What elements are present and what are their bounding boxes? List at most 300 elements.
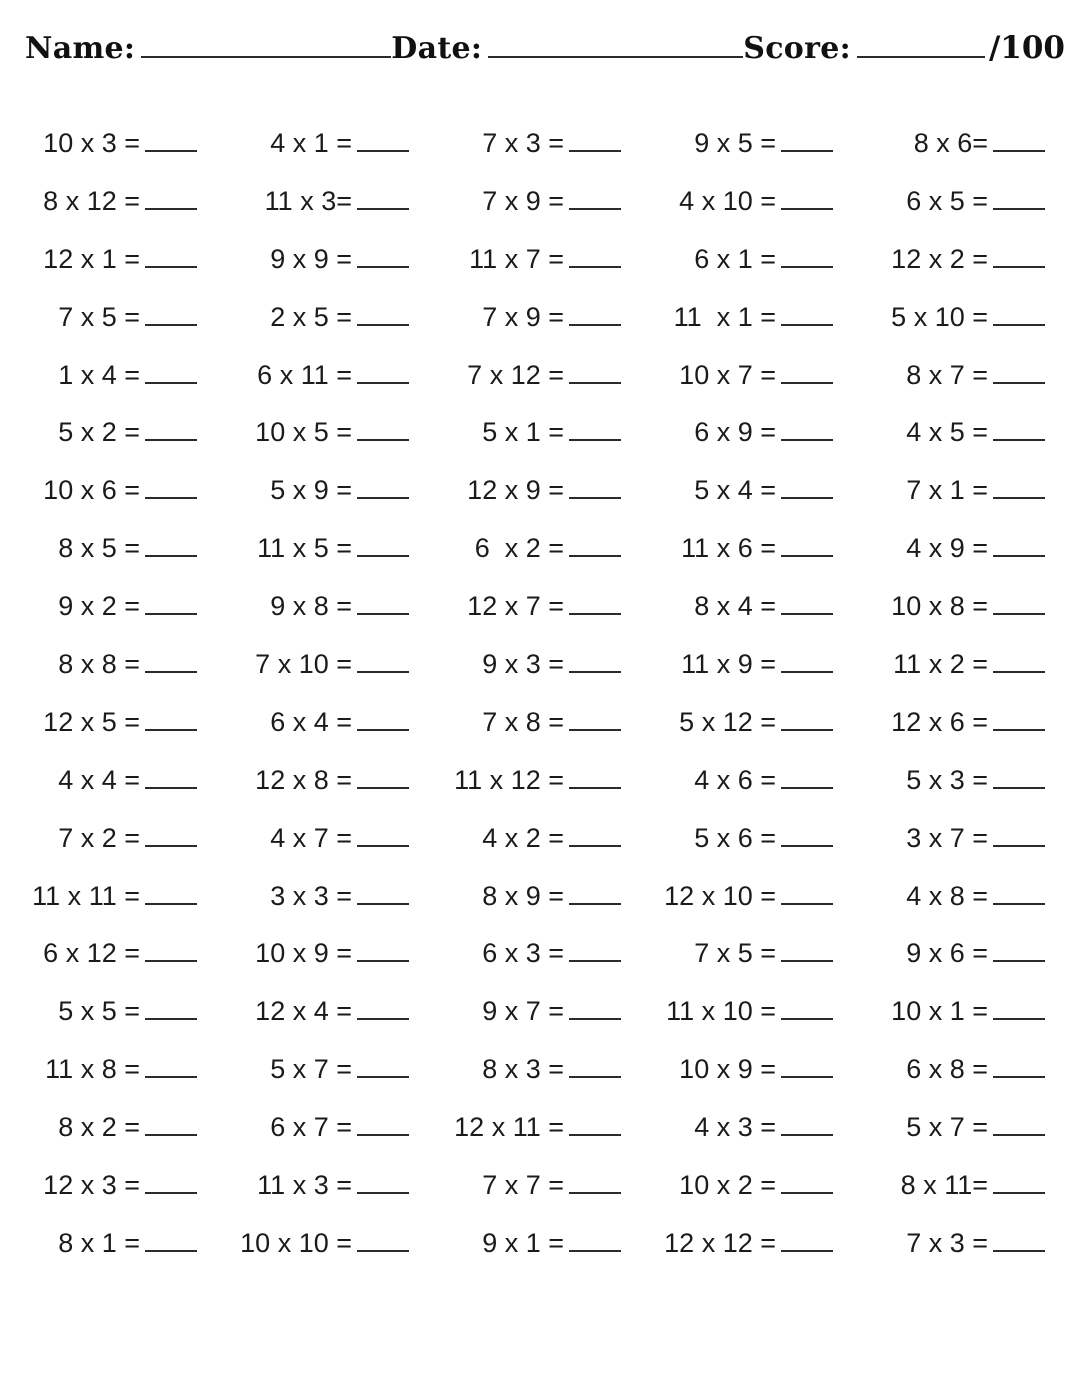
problem-cell <box>646 753 858 811</box>
problem-text: 6 x 4 = <box>270 706 352 737</box>
answer-blank[interactable] <box>781 433 833 441</box>
problem-cell <box>434 116 646 174</box>
answer-blank[interactable] <box>993 318 1045 326</box>
problem-cell <box>434 1216 646 1274</box>
answer-blank[interactable] <box>781 781 833 789</box>
problem-cell <box>434 1042 646 1100</box>
problem-text: 6 x 9 = <box>694 417 776 448</box>
answer-blank[interactable] <box>357 318 409 326</box>
answer-blank[interactable] <box>569 376 621 384</box>
problem-cell <box>222 405 434 463</box>
problem-cell <box>646 695 858 753</box>
problem-text: 5 x 9 = <box>270 475 352 506</box>
problem-text: 7 x 10 = <box>255 649 352 680</box>
problem-cell <box>858 637 1070 695</box>
problem-cell <box>222 290 434 348</box>
answer-blank[interactable] <box>357 1070 409 1078</box>
problem-cell <box>858 753 1070 811</box>
answer-blank[interactable] <box>145 491 197 499</box>
problem-text: 11 x 1 = <box>673 301 776 332</box>
answer-blank[interactable] <box>993 607 1045 615</box>
name-blank[interactable] <box>141 48 391 58</box>
date-field-group <box>391 31 743 66</box>
answer-blank[interactable] <box>145 1186 197 1194</box>
answer-blank[interactable] <box>357 954 409 962</box>
problem-cell <box>646 463 858 521</box>
answer-blank[interactable] <box>357 202 409 210</box>
answer-blank[interactable] <box>145 1070 197 1078</box>
problem-cell <box>434 811 646 869</box>
problem-text: 8 x 6= <box>913 128 988 158</box>
answer-blank[interactable] <box>993 954 1045 962</box>
problem-text: 7 x 7 = <box>482 1170 564 1201</box>
problem-text: 7 x 9 = <box>482 301 564 332</box>
answer-blank[interactable] <box>993 1244 1045 1252</box>
name-label: Name: <box>25 31 136 66</box>
answer-blank[interactable] <box>781 491 833 499</box>
date-blank[interactable] <box>488 48 743 58</box>
problem-text: 8 x 1 = <box>58 1227 140 1258</box>
answer-blank[interactable] <box>145 376 197 384</box>
problem-text: 9 x 2 = <box>58 591 140 622</box>
answer-blank[interactable] <box>781 723 833 731</box>
problem-text: 4 x 5 = <box>906 417 988 448</box>
answer-blank[interactable] <box>145 723 197 731</box>
answer-blank[interactable] <box>569 954 621 962</box>
problem-text: 4 x 6 = <box>694 764 776 795</box>
answer-blank[interactable] <box>781 839 833 847</box>
problem-text: 6 x 2 = <box>474 533 564 564</box>
problem-cell <box>222 984 434 1042</box>
problem-text: 4 x 7 = <box>270 822 352 853</box>
answer-blank[interactable] <box>781 607 833 615</box>
problem-text: 8 x 11= <box>900 1170 988 1201</box>
answer-blank[interactable] <box>569 144 621 152</box>
problem-cell <box>222 463 434 521</box>
problem-cell <box>10 869 222 927</box>
answer-blank[interactable] <box>145 202 197 210</box>
problem-cell <box>858 579 1070 637</box>
problem-cell <box>10 174 222 232</box>
problem-cell <box>222 637 434 695</box>
answer-blank[interactable] <box>993 260 1045 268</box>
answer-blank[interactable] <box>569 897 621 905</box>
problem-cell <box>646 926 858 984</box>
answer-blank[interactable] <box>781 202 833 210</box>
answer-blank[interactable] <box>781 897 833 905</box>
problem-cell <box>434 869 646 927</box>
problem-cell <box>10 463 222 521</box>
problem-cell <box>646 1158 858 1216</box>
problem-text: 5 x 2 = <box>58 417 140 448</box>
problem-cell <box>858 1158 1070 1216</box>
problem-text: 8 x 8 = <box>58 649 140 680</box>
answer-blank[interactable] <box>781 144 833 152</box>
answer-blank[interactable] <box>781 1012 833 1020</box>
problem-cell <box>10 290 222 348</box>
answer-blank[interactable] <box>993 144 1045 152</box>
problem-cell <box>858 1100 1070 1158</box>
answer-blank[interactable] <box>993 781 1045 789</box>
problem-cell <box>222 811 434 869</box>
problem-text: 5 x 3 = <box>906 764 988 795</box>
problem-cell <box>10 1216 222 1274</box>
problem-text: 11 x 7 = <box>469 243 564 274</box>
problem-cell <box>222 579 434 637</box>
answer-blank[interactable] <box>993 839 1045 847</box>
problem-cell <box>10 232 222 290</box>
problem-text: 6 x 1 = <box>694 243 776 274</box>
problem-text: 12 x 5 = <box>43 706 140 737</box>
problem-cell <box>434 1100 646 1158</box>
problem-text: 4 x 9 = <box>906 533 988 564</box>
problem-text: 10 x 9 = <box>255 938 352 969</box>
problem-cell <box>222 174 434 232</box>
problem-text: 12 x 3 = <box>43 1170 140 1201</box>
problem-cell <box>10 984 222 1042</box>
problem-cell <box>646 232 858 290</box>
problem-cell <box>222 926 434 984</box>
answer-blank[interactable] <box>781 1186 833 1194</box>
problem-text: 4 x 2 = <box>482 822 564 853</box>
answer-blank[interactable] <box>357 260 409 268</box>
problem-text: 8 x 9 = <box>482 880 564 911</box>
problem-cell <box>434 695 646 753</box>
answer-blank[interactable] <box>145 607 197 615</box>
answer-blank[interactable] <box>993 665 1045 673</box>
answer-blank[interactable] <box>781 376 833 384</box>
problem-cell <box>858 174 1070 232</box>
score-blank[interactable] <box>857 48 985 58</box>
problem-cell <box>10 753 222 811</box>
answer-blank[interactable] <box>569 1070 621 1078</box>
problem-cell <box>858 1042 1070 1100</box>
answer-blank[interactable] <box>569 723 621 731</box>
problem-text: 9 x 5 = <box>694 128 776 158</box>
answer-blank[interactable] <box>145 839 197 847</box>
problem-text: 10 x 1 = <box>891 996 988 1027</box>
problem-cell <box>858 521 1070 579</box>
answer-blank[interactable] <box>357 1012 409 1020</box>
problem-cell <box>222 232 434 290</box>
answer-blank[interactable] <box>993 202 1045 210</box>
problem-cell <box>434 753 646 811</box>
answer-blank[interactable] <box>569 607 621 615</box>
problem-text: 8 x 4 = <box>694 591 776 622</box>
problem-cell <box>434 463 646 521</box>
problem-cell <box>10 521 222 579</box>
problem-text: 11 x 12 = <box>454 764 564 795</box>
problem-text: 7 x 8 = <box>482 706 564 737</box>
problem-text: 5 x 7 = <box>906 1112 988 1143</box>
problem-text: 11 x 5 = <box>257 533 352 564</box>
problem-cell <box>434 984 646 1042</box>
problem-cell <box>434 1158 646 1216</box>
answer-blank[interactable] <box>781 1244 833 1252</box>
date-label: Date: <box>391 31 483 66</box>
problem-cell <box>434 290 646 348</box>
answer-blank[interactable] <box>145 954 197 962</box>
answer-blank[interactable] <box>569 1012 621 1020</box>
answer-blank[interactable] <box>569 433 621 441</box>
answer-blank[interactable] <box>781 1070 833 1078</box>
answer-blank[interactable] <box>145 433 197 441</box>
answer-blank[interactable] <box>781 549 833 557</box>
problem-text: 12 x 11 = <box>454 1112 564 1143</box>
problem-cell <box>858 811 1070 869</box>
answer-blank[interactable] <box>569 491 621 499</box>
problem-text: 7 x 2 = <box>58 822 140 853</box>
problem-cell <box>222 1100 434 1158</box>
problem-text: 12 x 12 = <box>664 1227 776 1258</box>
problem-text: 6 x 12 = <box>43 938 140 969</box>
problem-text: 7 x 5 = <box>694 938 776 969</box>
problems-grid <box>10 116 1070 1274</box>
problem-cell <box>222 1158 434 1216</box>
problem-text: 12 x 8 = <box>255 764 352 795</box>
problem-cell <box>858 984 1070 1042</box>
answer-blank[interactable] <box>781 260 833 268</box>
answer-blank[interactable] <box>569 781 621 789</box>
answer-blank[interactable] <box>993 897 1045 905</box>
problem-cell <box>646 579 858 637</box>
answer-blank[interactable] <box>145 260 197 268</box>
answer-blank[interactable] <box>993 723 1045 731</box>
problem-cell <box>858 348 1070 406</box>
answer-blank[interactable] <box>357 723 409 731</box>
problem-text: 11 x 2 = <box>893 649 988 680</box>
answer-blank[interactable] <box>145 1128 197 1136</box>
problem-cell <box>10 811 222 869</box>
problem-text: 10 x 3 = <box>43 128 140 158</box>
problem-text: 8 x 2 = <box>58 1112 140 1143</box>
problem-cell <box>646 984 858 1042</box>
answer-blank[interactable] <box>357 781 409 789</box>
problem-text: 9 x 8 = <box>270 591 352 622</box>
problem-text: 12 x 4 = <box>255 996 352 1027</box>
answer-blank[interactable] <box>357 897 409 905</box>
answer-blank[interactable] <box>145 781 197 789</box>
problem-cell <box>10 348 222 406</box>
problem-cell <box>646 1100 858 1158</box>
problem-cell <box>646 174 858 232</box>
answer-blank[interactable] <box>569 549 621 557</box>
problem-text: 4 x 3 = <box>694 1112 776 1143</box>
answer-blank[interactable] <box>569 1186 621 1194</box>
problem-text: 3 x 7 = <box>906 822 988 853</box>
problem-text: 11 x 10 = <box>666 996 776 1027</box>
problem-cell <box>434 579 646 637</box>
problem-text: 4 x 8 = <box>906 880 988 911</box>
answer-blank[interactable] <box>993 1186 1045 1194</box>
problem-cell <box>646 521 858 579</box>
answer-blank[interactable] <box>357 665 409 673</box>
answer-blank[interactable] <box>145 665 197 673</box>
problem-text: 11 x 3 = <box>257 1170 352 1201</box>
problem-text: 9 x 9 = <box>270 243 352 274</box>
problem-text: 11 x 9 = <box>681 649 776 680</box>
problem-cell <box>646 1216 858 1274</box>
answer-blank[interactable] <box>569 1128 621 1136</box>
problem-text: 11 x 11 = <box>32 880 140 911</box>
answer-blank[interactable] <box>145 144 197 152</box>
problem-text: 8 x 12 = <box>43 185 140 216</box>
problem-cell <box>434 405 646 463</box>
answer-blank[interactable] <box>569 202 621 210</box>
problem-text: 4 x 1 = <box>270 128 352 158</box>
problem-text: 6 x 8 = <box>906 1054 988 1085</box>
answer-blank[interactable] <box>357 1186 409 1194</box>
problem-text: 12 x 1 = <box>43 243 140 274</box>
problem-text: 5 x 5 = <box>58 996 140 1027</box>
worksheet-header <box>0 0 1080 66</box>
answer-blank[interactable] <box>569 665 621 673</box>
problem-text: 10 x 10 = <box>240 1227 352 1258</box>
problem-cell <box>434 521 646 579</box>
problem-text: 11 x 3= <box>264 185 352 216</box>
problem-text: 12 x 9 = <box>467 475 564 506</box>
problem-cell <box>646 811 858 869</box>
problem-cell <box>434 174 646 232</box>
problem-text: 12 x 2 = <box>891 243 988 274</box>
problem-text: 12 x 7 = <box>467 591 564 622</box>
problem-text: 4 x 10 = <box>679 185 776 216</box>
problem-text: 9 x 3 = <box>482 649 564 680</box>
problem-text: 5 x 12 = <box>679 706 776 737</box>
answer-blank[interactable] <box>569 1244 621 1252</box>
problem-cell <box>222 695 434 753</box>
problem-text: 10 x 6 = <box>43 475 140 506</box>
problem-cell <box>858 405 1070 463</box>
answer-blank[interactable] <box>357 1244 409 1252</box>
problem-cell <box>222 1216 434 1274</box>
problem-text: 7 x 3 = <box>906 1227 988 1258</box>
name-field-group <box>25 31 391 66</box>
problem-cell <box>222 116 434 174</box>
problem-cell <box>858 869 1070 927</box>
problem-text: 8 x 5 = <box>58 533 140 564</box>
problem-text: 7 x 12 = <box>467 359 564 390</box>
problem-cell <box>434 926 646 984</box>
answer-blank[interactable] <box>357 144 409 152</box>
problem-text: 12 x 10 = <box>664 880 776 911</box>
problem-text: 12 x 6 = <box>891 706 988 737</box>
answer-blank[interactable] <box>357 549 409 557</box>
problem-text: 6 x 3 = <box>482 938 564 969</box>
problem-cell <box>858 116 1070 174</box>
problem-cell <box>858 463 1070 521</box>
problem-cell <box>434 348 646 406</box>
answer-blank[interactable] <box>357 839 409 847</box>
problem-cell <box>646 1042 858 1100</box>
problem-text: 6 x 5 = <box>906 185 988 216</box>
problem-text: 5 x 10 = <box>891 301 988 332</box>
problem-text: 1 x 4 = <box>58 359 140 390</box>
problem-text: 10 x 8 = <box>891 591 988 622</box>
problem-text: 6 x 11 = <box>257 359 352 390</box>
problem-text: 10 x 5 = <box>255 417 352 448</box>
problem-cell <box>858 1216 1070 1274</box>
score-field-group <box>743 30 1065 66</box>
problem-cell <box>858 232 1070 290</box>
answer-blank[interactable] <box>145 897 197 905</box>
answer-blank[interactable] <box>569 260 621 268</box>
answer-blank[interactable] <box>993 549 1045 557</box>
answer-blank[interactable] <box>993 1070 1045 1078</box>
score-total: /100 <box>988 30 1066 66</box>
problem-cell <box>434 232 646 290</box>
answer-blank[interactable] <box>145 1244 197 1252</box>
problem-cell <box>858 290 1070 348</box>
problem-cell <box>646 290 858 348</box>
problem-cell <box>10 1042 222 1100</box>
problem-cell <box>434 637 646 695</box>
problem-cell <box>222 521 434 579</box>
answer-blank[interactable] <box>357 433 409 441</box>
problem-text: 7 x 5 = <box>58 301 140 332</box>
problem-text: 9 x 6 = <box>906 938 988 969</box>
answer-blank[interactable] <box>993 433 1045 441</box>
problem-cell <box>646 405 858 463</box>
problem-cell <box>646 116 858 174</box>
problem-cell <box>10 695 222 753</box>
problem-text: 6 x 7 = <box>270 1112 352 1143</box>
problem-text: 9 x 7 = <box>482 996 564 1027</box>
answer-blank[interactable] <box>357 491 409 499</box>
answer-blank[interactable] <box>993 1012 1045 1020</box>
answer-blank[interactable] <box>357 1128 409 1136</box>
problem-cell <box>10 926 222 984</box>
problem-text: 5 x 6 = <box>694 822 776 853</box>
answer-blank[interactable] <box>781 954 833 962</box>
problem-cell <box>10 116 222 174</box>
problem-text: 7 x 3 = <box>482 128 564 158</box>
answer-blank[interactable] <box>569 318 621 326</box>
problem-text: 10 x 2 = <box>679 1170 776 1201</box>
problem-cell <box>222 753 434 811</box>
answer-blank[interactable] <box>357 376 409 384</box>
problem-text: 11 x 6 = <box>681 533 776 564</box>
problem-text: 3 x 3 = <box>270 880 352 911</box>
problem-cell <box>10 1100 222 1158</box>
problem-cell <box>10 579 222 637</box>
problem-text: 10 x 9 = <box>679 1054 776 1085</box>
problem-cell <box>10 637 222 695</box>
answer-blank[interactable] <box>993 376 1045 384</box>
problem-cell <box>646 869 858 927</box>
answer-blank[interactable] <box>145 549 197 557</box>
answer-blank[interactable] <box>569 839 621 847</box>
answer-blank[interactable] <box>781 665 833 673</box>
problem-text: 5 x 4 = <box>694 475 776 506</box>
problem-text: 8 x 7 = <box>906 359 988 390</box>
problem-text: 5 x 7 = <box>270 1054 352 1085</box>
problem-text: 5 x 1 = <box>482 417 564 448</box>
problem-cell <box>858 695 1070 753</box>
answer-blank[interactable] <box>781 1128 833 1136</box>
answer-blank[interactable] <box>145 1012 197 1020</box>
answer-blank[interactable] <box>993 491 1045 499</box>
problem-cell <box>10 405 222 463</box>
problem-text: 9 x 1 = <box>482 1227 564 1258</box>
answer-blank[interactable] <box>781 318 833 326</box>
problem-text: 7 x 9 = <box>482 185 564 216</box>
answer-blank[interactable] <box>145 318 197 326</box>
problem-cell <box>222 348 434 406</box>
answer-blank[interactable] <box>993 1128 1045 1136</box>
problem-text: 4 x 4 = <box>58 764 140 795</box>
answer-blank[interactable] <box>357 607 409 615</box>
